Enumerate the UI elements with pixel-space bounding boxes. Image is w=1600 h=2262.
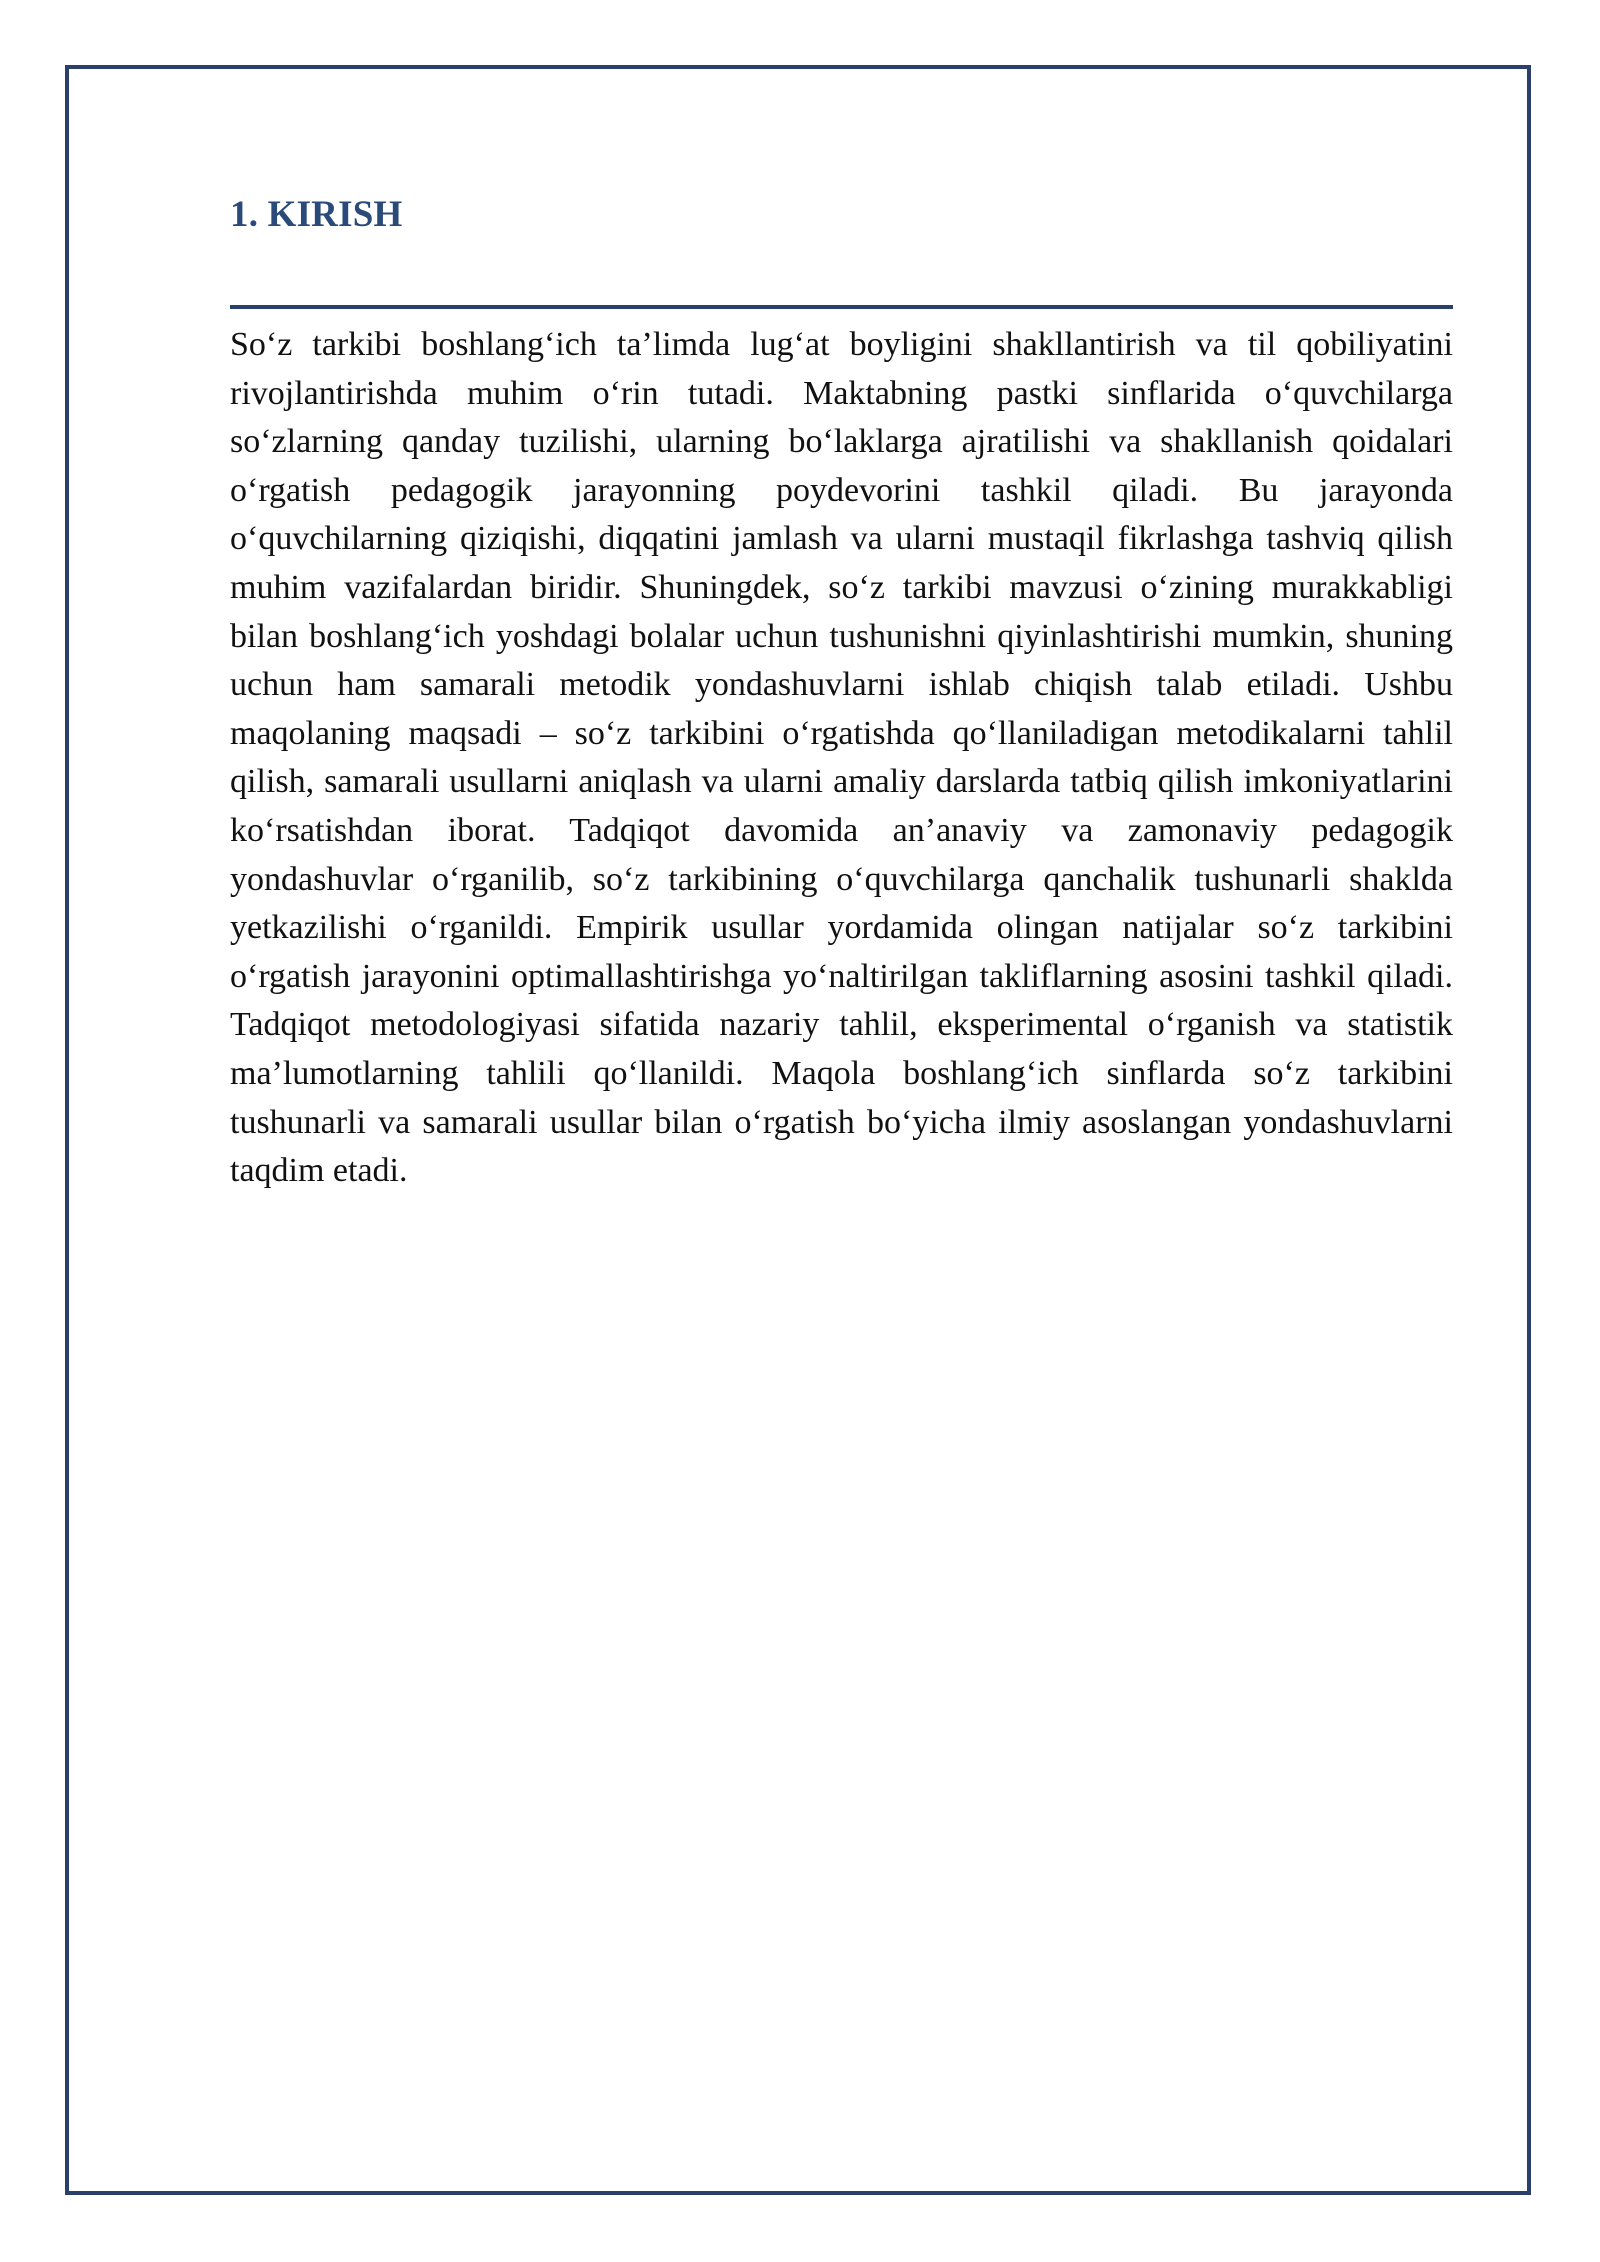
section-title: 1. KIRISH [230, 194, 403, 235]
title-divider [230, 305, 1453, 309]
page-content [230, 185, 1453, 1196]
body-paragraph: So‘z tarkibi boshlang‘ich ta’limda lug‘at boyligini shakllantirish va til qobiliyatini rivojlantirishda muhim o‘rin tutadi. Maktabning pastki sinflarida o‘quvchilarga so‘zlarning qanday tuzilishi, ularning bo‘laklarga ajratilishi va shakllanish qoidalari o‘rgatish pedagogik jarayonning poydevorini tashkil qiladi. Bu jarayonda o‘quvchilarning qiziqishi, diqqatini jamlash va ularni mustaqil fikrlashga tashviq qilish muhim vazifalardan biridir. Shuningdek, so‘z tarkibi mavzusi o‘zining murakkabligi bilan boshlang‘ich yoshdagi bolalar uchun tushunishni qiyinlashtirishi mumkin, shuning uchun ham samarali metodik yondashuvlarni ishlab chiqish talab etiladi. Ushbu maqolaning maqsadi – so‘z tarkibini o‘rgatishda qo‘llaniladigan metodikalarni tahlil qilish, samarali usullarni aniqlash va ularni amaliy darslarda tatbiq qilish imkoniyatlarini ko‘rsatishdan iborat. Tadqiqot davomida an’anaviy va zamonaviy pedagogik yondashuvlar o‘rganilib, so‘z tarkibining o‘quvchilarga qanchalik tushunarli shaklda yetkazilishi o‘rganildi. Empirik usullar yordamida olingan natijalar so‘z tarkibini o‘rgatish jarayonini optimallashtirishga yo‘naltirilgan takliflarning asosini tashkil qiladi. Tadqiqot metodologiyasi sifatida nazariy tahlil, eksperimental o‘rganish va statistik ma’lumotlarning tahlili qo‘llanildi. Maqola boshlang‘ich sinflarda so‘z tarkibini tushunarli va samarali usullar bilan o‘rgatish bo‘yicha ilmiy asoslangan yondashuvlarni taqdim etadi. [230, 326, 1453, 1190]
